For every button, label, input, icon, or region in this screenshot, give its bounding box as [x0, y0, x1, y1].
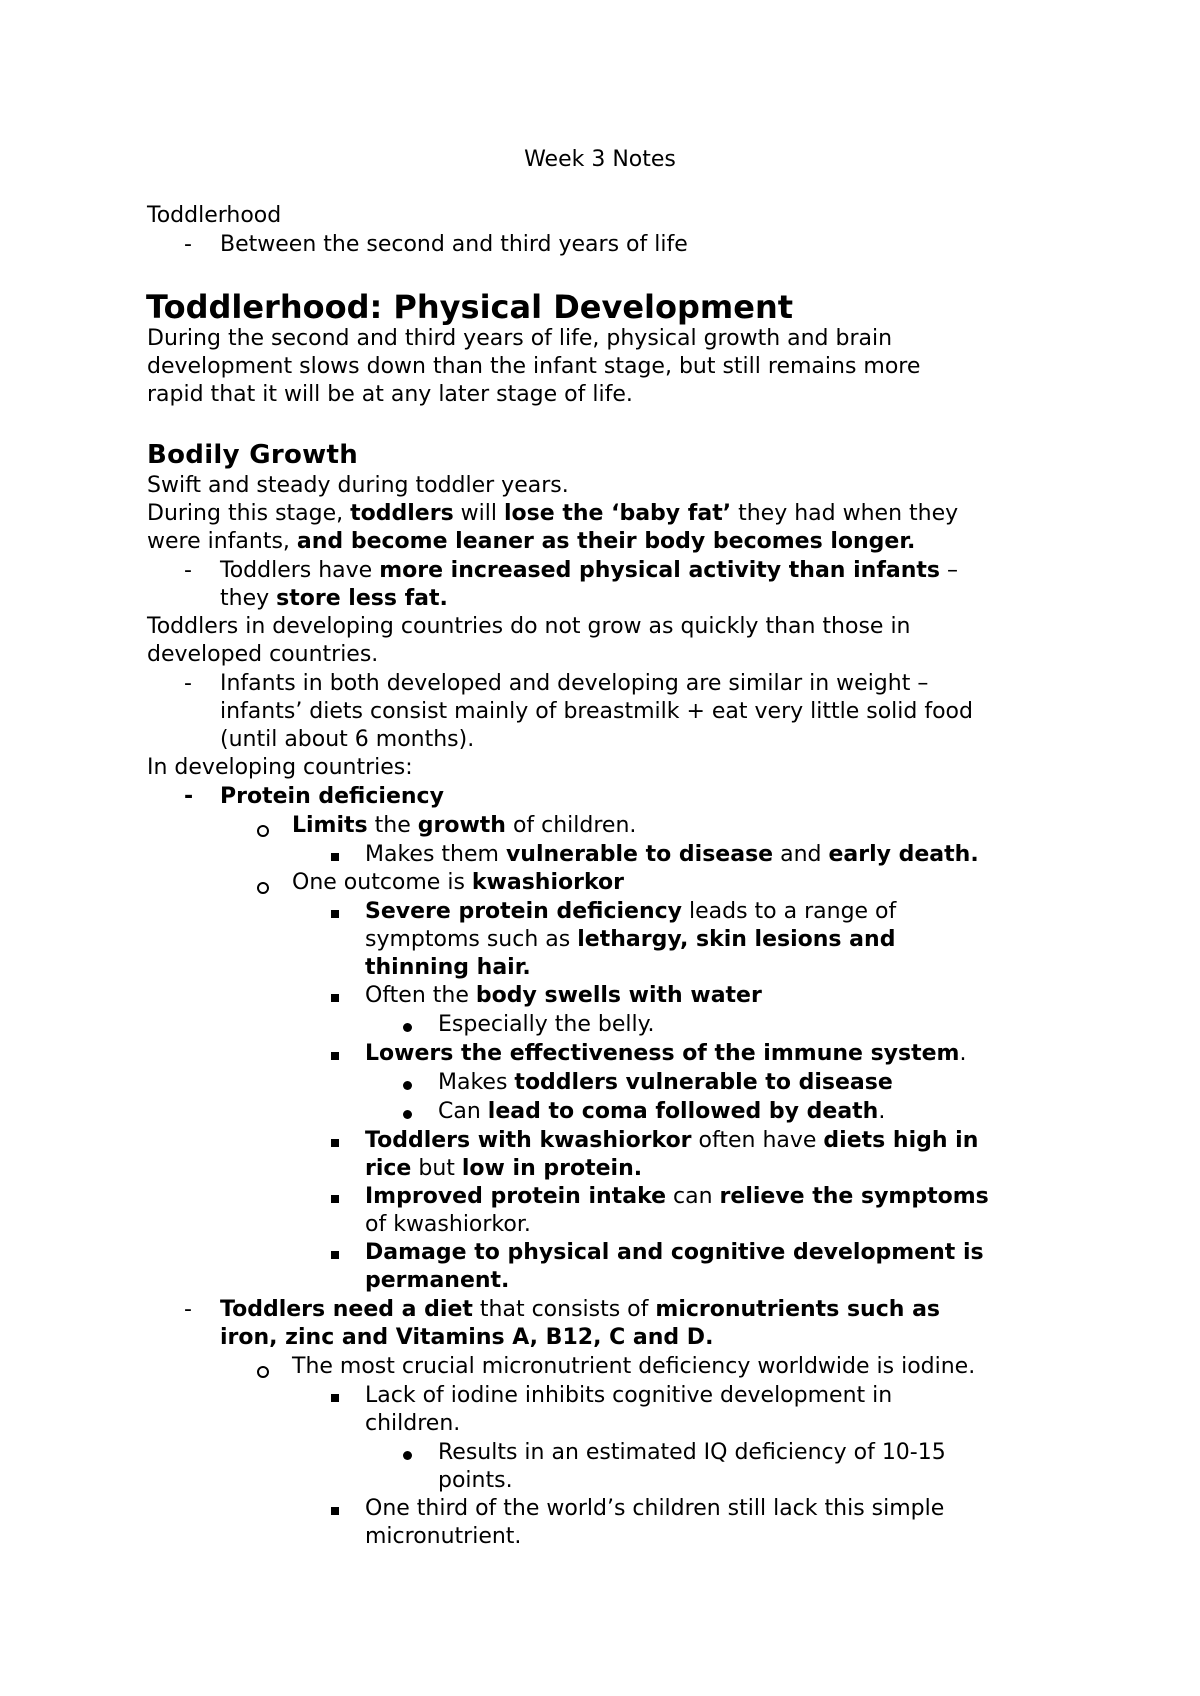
bullet-text: Especially the belly. [438, 1012, 655, 1037]
bullet-text: symptoms such as lethargy, skin lesions and [365, 927, 896, 952]
bullet-text: Improved protein intake can relieve the symptoms [365, 1184, 989, 1209]
bullet-text: Infants in both developed and developing are similar in weight – [220, 671, 929, 696]
bullet-text: Lack of iodine inhibits cognitive development in [365, 1383, 893, 1408]
square-bullet [331, 1195, 339, 1203]
bullet-text: micronutrient. [365, 1524, 522, 1549]
body-line: Swift and steady during toddler years. [147, 473, 569, 498]
bullet-text: Toddlers with kwashiorkor often have diets high in [365, 1128, 979, 1153]
bullet-text: Results in an estimated IQ deficiency of 10-15 [438, 1440, 946, 1465]
body-line: In developing countries: [147, 755, 413, 780]
physical-development-heading: Toddlerhood: Physical Development [146, 288, 794, 326]
intro-bullet-text: Between the second and third years of life [220, 232, 688, 257]
bodily-growth-heading: Bodily Growth [147, 440, 358, 470]
bullet-text: (until about 6 months). [220, 727, 475, 752]
square-bullet [331, 994, 339, 1002]
bullet-text: they store less fat. [220, 586, 448, 611]
square-bullet [331, 1394, 339, 1402]
bullet-text: Limits the growth of children. [292, 813, 637, 838]
square-bullet [331, 853, 339, 861]
body-line: were infants, and become leaner as their body becomes longer. [147, 529, 916, 554]
bullet-text: Makes them vulnerable to disease and early death. [365, 842, 979, 867]
circle-bullet [257, 825, 269, 837]
dot-bullet [403, 1451, 412, 1460]
bullet-text: permanent. [365, 1268, 510, 1293]
body-line: developed countries. [147, 642, 379, 667]
bullet-text: of kwashiorkor. [365, 1212, 531, 1237]
dash-bullet: - [184, 784, 194, 809]
bullet-text: thinning hair. [365, 955, 531, 980]
page-title: Week 3 Notes [524, 147, 676, 172]
square-bullet [331, 1507, 339, 1515]
body-line: Toddlers in developing countries do not grow as quickly than those in [147, 614, 911, 639]
circle-bullet [257, 1366, 269, 1378]
body-line: During this stage, toddlers will lose the ‘baby fat’ they had when they [147, 501, 959, 526]
square-bullet [331, 1251, 339, 1259]
bullet-text: iron, zinc and Vitamins A, B12, C and D. [220, 1325, 714, 1350]
physical-paragraph-line: rapid that it will be at any later stage of life. [147, 382, 633, 407]
physical-paragraph-line: development slows down than the infant stage, but still remains more [147, 354, 921, 379]
bullet-text: rice but low in protein. [365, 1156, 643, 1181]
dot-bullet [403, 1110, 412, 1119]
dot-bullet [403, 1081, 412, 1090]
dash-bullet: - [184, 671, 192, 696]
square-bullet [331, 1139, 339, 1147]
bullet-text: Damage to physical and cognitive development is [365, 1240, 984, 1265]
bullet-text: Can lead to coma followed by death. [438, 1099, 886, 1124]
bullet-text: infants’ diets consist mainly of breastmilk + eat very little solid food [220, 699, 973, 724]
bullet-text: Often the body swells with water [365, 983, 762, 1008]
bullet-text: children. [365, 1411, 461, 1436]
circle-bullet [257, 882, 269, 894]
intro-heading: Toddlerhood [147, 203, 282, 228]
bullet-text: One third of the world’s children still lack this simple [365, 1496, 945, 1521]
bullet-text: Toddlers have more increased physical activity than infants – [220, 558, 959, 583]
bullet-text: points. [438, 1468, 513, 1493]
bullet-text: Lowers the effectiveness of the immune system. [365, 1041, 967, 1066]
dash-bullet: - [184, 1297, 192, 1322]
bullet-text: One outcome is kwashiorkor [292, 870, 624, 895]
dash-bullet: - [184, 232, 192, 257]
physical-paragraph-line: During the second and third years of life, physical growth and brain [147, 326, 893, 351]
dot-bullet [403, 1023, 412, 1032]
square-bullet [331, 910, 339, 918]
bullet-text: Severe protein deficiency leads to a range of [365, 899, 897, 924]
bullet-text: Toddlers need a diet that consists of micronutrients such as [220, 1297, 941, 1322]
protein-deficiency-heading: Protein deficiency [220, 784, 444, 809]
bullet-text: The most crucial micronutrient deficiency worldwide is iodine. [292, 1354, 976, 1379]
square-bullet [331, 1052, 339, 1060]
bullet-text: Makes toddlers vulnerable to disease [438, 1070, 893, 1095]
dash-bullet: - [184, 558, 192, 583]
